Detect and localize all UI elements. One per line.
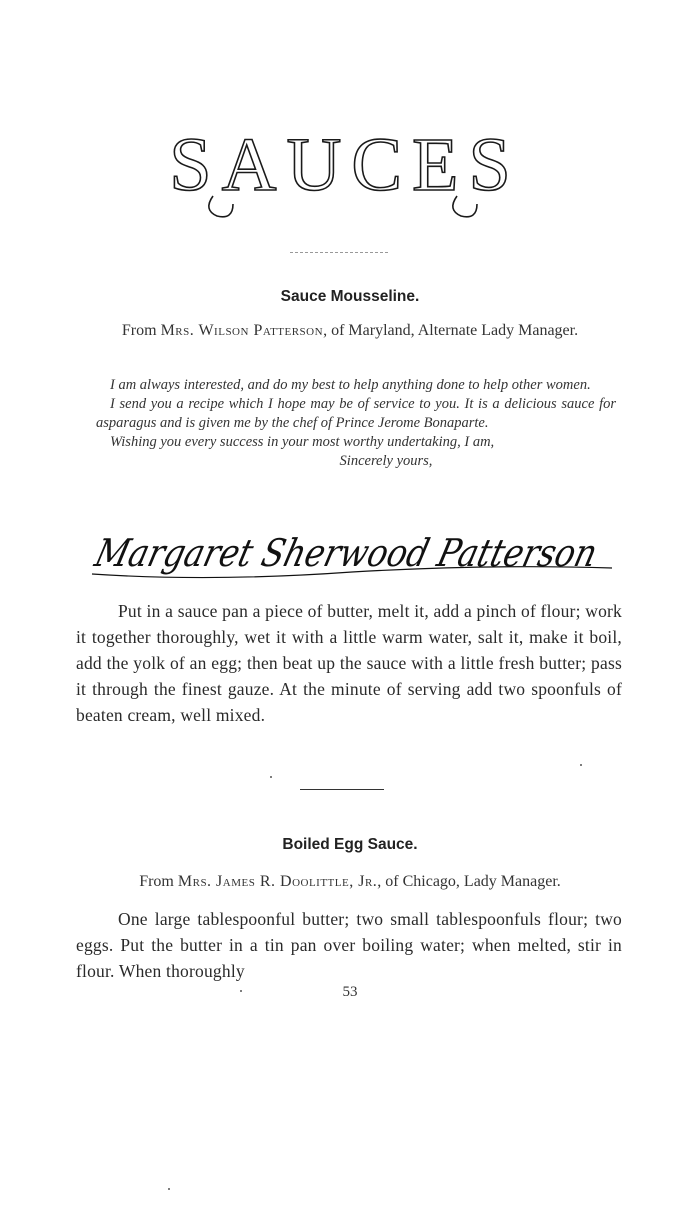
scan-speck — [580, 764, 582, 766]
byline-prefix: From — [121, 322, 157, 339]
letter-paragraph: Wishing you every success in your most worthy undertaking, I am, — [110, 434, 495, 450]
recipe-text: One large tablespoonful butter; two small tablespoonfuls flour; two eggs. Put the butter in a tin pan over boiling water; when melted, stir in flour. When thoroughly — [76, 909, 622, 981]
section-divider — [300, 789, 384, 790]
title-divider — [290, 252, 388, 253]
scan-speck — [168, 1188, 170, 1190]
scan-speck — [270, 776, 272, 778]
letter-paragraph: I am always interested, and do my best to help anything done to help other women. — [110, 377, 591, 393]
recipe-heading-boiled-egg: Boiled Egg Sauce. — [282, 836, 418, 853]
signature-text: Margaret Sherwood Patterson — [90, 531, 687, 576]
byline-rest: , of Chicago, Lady Manager. — [377, 873, 561, 890]
byline-name: Mrs. Wilson Patterson — [160, 322, 324, 339]
letter-closing: Sincerely yours, — [339, 453, 433, 469]
scan-speck — [240, 990, 242, 992]
recipe-heading-mousseline: Sauce Mousseline. — [280, 288, 420, 305]
recipe-body-mousseline — [76, 598, 622, 728]
byline-name: Mrs. James R. Doolittle, Jr. — [177, 873, 378, 890]
recipe-byline-mousseline — [80, 320, 620, 342]
page-title — [169, 118, 521, 218]
contributor-letter — [96, 376, 616, 471]
recipe-byline-boiled-egg — [40, 871, 660, 893]
letter-paragraph: I send you a recipe which I hope may be of service to you. It is a delicious sauce for asparagus and is given me by the chef of Prince Jerome Bonaparte. — [96, 396, 616, 431]
signature — [88, 522, 687, 584]
recipe-text: Put in a sauce pan a piece of butter, melt it, add a pinch of flour; work it together thoroughly, wet it with a little warm water, salt it, make it boil, add the yolk of an egg; then beat up the sauce with a little fresh butter; pass it through the finest gauze. At the minute of serving add two spoonfuls of beaten cream, well mixed. — [76, 601, 622, 725]
byline-rest: , of Maryland, Alternate Lady Manager. — [323, 322, 579, 339]
recipe-body-boiled-egg — [76, 906, 622, 984]
page-number: 53 — [342, 984, 358, 1000]
page-title-text: SAUCES — [169, 123, 521, 207]
byline-prefix: From — [139, 873, 174, 890]
